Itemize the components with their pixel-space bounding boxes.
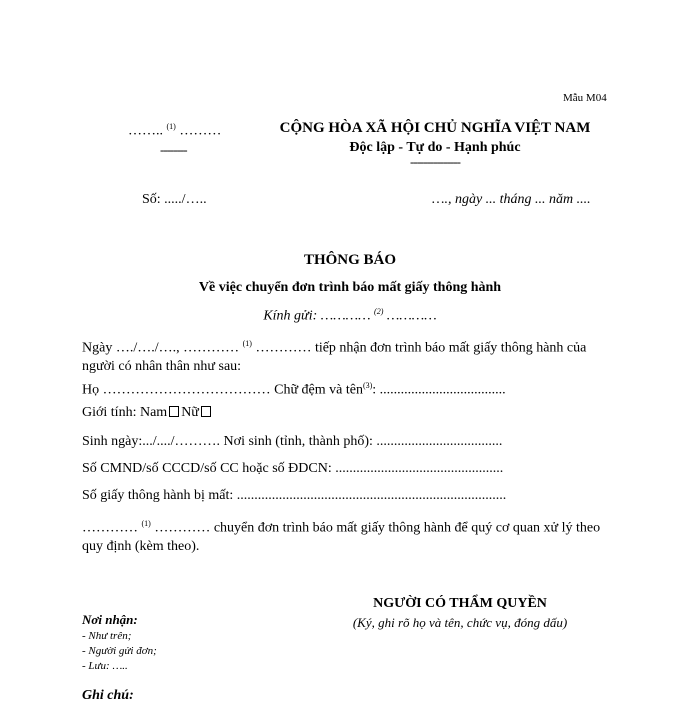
document-date: …., ngày ... tháng ... năm .... [432, 192, 591, 207]
nation-title: CỘNG HÒA XÃ HỘI CHỦ NGHĨA VIỆT NAM [279, 120, 591, 136]
org-placeholder: …….. [128, 123, 167, 139]
document-subtitle: Về việc chuyển đơn trình báo mất giấy thông hành [198, 280, 502, 295]
org-footnote-ref: (1) [166, 122, 176, 131]
recipients-title: Nơi nhận: [82, 612, 138, 627]
addressee [0, 307, 700, 325]
birth-field: Sinh ngày:.../..../………. Nơi sinh (tỉnh, thành phố): .................................... [82, 434, 503, 449]
male-checkbox[interactable] [169, 406, 179, 417]
gender-label: Giới tính: Nam [82, 405, 168, 420]
document-number: Số: ...../….. [142, 192, 207, 207]
name-footnote-ref: (3) [362, 381, 373, 390]
org-placeholder-tail: ……… [175, 123, 222, 139]
lost-document-field: Số giấy thông hành bị mất: ............................................................................. [82, 488, 507, 503]
intro-footnote-ref: (1) [242, 339, 252, 348]
addressee-footnote-ref: (2) [374, 307, 384, 316]
transfer-paragraph [82, 515, 602, 556]
transfer-suffix: ………… chuyển đơn trình báo mất giấy thông hành để quý cơ quan xử lý theo quy định (kèm theo). [82, 520, 601, 554]
recipient-item: - Người gửi đơn; [82, 645, 157, 657]
motto-underline: --------------- [410, 154, 460, 169]
id-number-field: Số CMND/số CCCD/số CC hoặc số ĐDCN: ................................................ [82, 461, 504, 476]
name-suffix: : .................................... [372, 382, 506, 398]
female-checkbox[interactable] [201, 406, 211, 417]
transfer-prefix: ………… [82, 520, 142, 536]
intro-prefix: Ngày …./…./…., ………… [82, 340, 243, 356]
document-title: THÔNG BÁO [303, 252, 397, 268]
motto: Độc lập - Tự do - Hạnh phúc [349, 140, 521, 155]
gender-field [82, 405, 213, 421]
gender-female-label: Nữ [181, 405, 199, 420]
name-field [82, 381, 506, 399]
recipient-item: - Lưu: ….. [82, 660, 128, 672]
name-prefix: Họ ……………………………… Chữ đệm và tên [82, 382, 363, 398]
intro-paragraph [82, 335, 602, 376]
signature-instruction: (Ký, ghi rõ họ và tên, chức vụ, đóng dấu) [352, 615, 568, 630]
issuing-organization [128, 122, 221, 140]
authority-title: NGƯỜI CÓ THẨM QUYỀN [373, 596, 547, 611]
form-code: Mẫu M04 [563, 92, 607, 104]
note-title: Ghi chú: [82, 688, 134, 703]
addressee-suffix: ………… [383, 308, 437, 324]
org-underline: -------- [160, 142, 187, 157]
transfer-footnote-ref: (1) [141, 519, 151, 528]
recipient-item: - Như trên; [82, 630, 132, 642]
intro-suffix: ………… tiếp nhận đơn trình báo mất giấy thông hành của người có nhân thân như sau: [82, 340, 587, 374]
addressee-prefix: Kính gửi: ………… [263, 308, 375, 324]
